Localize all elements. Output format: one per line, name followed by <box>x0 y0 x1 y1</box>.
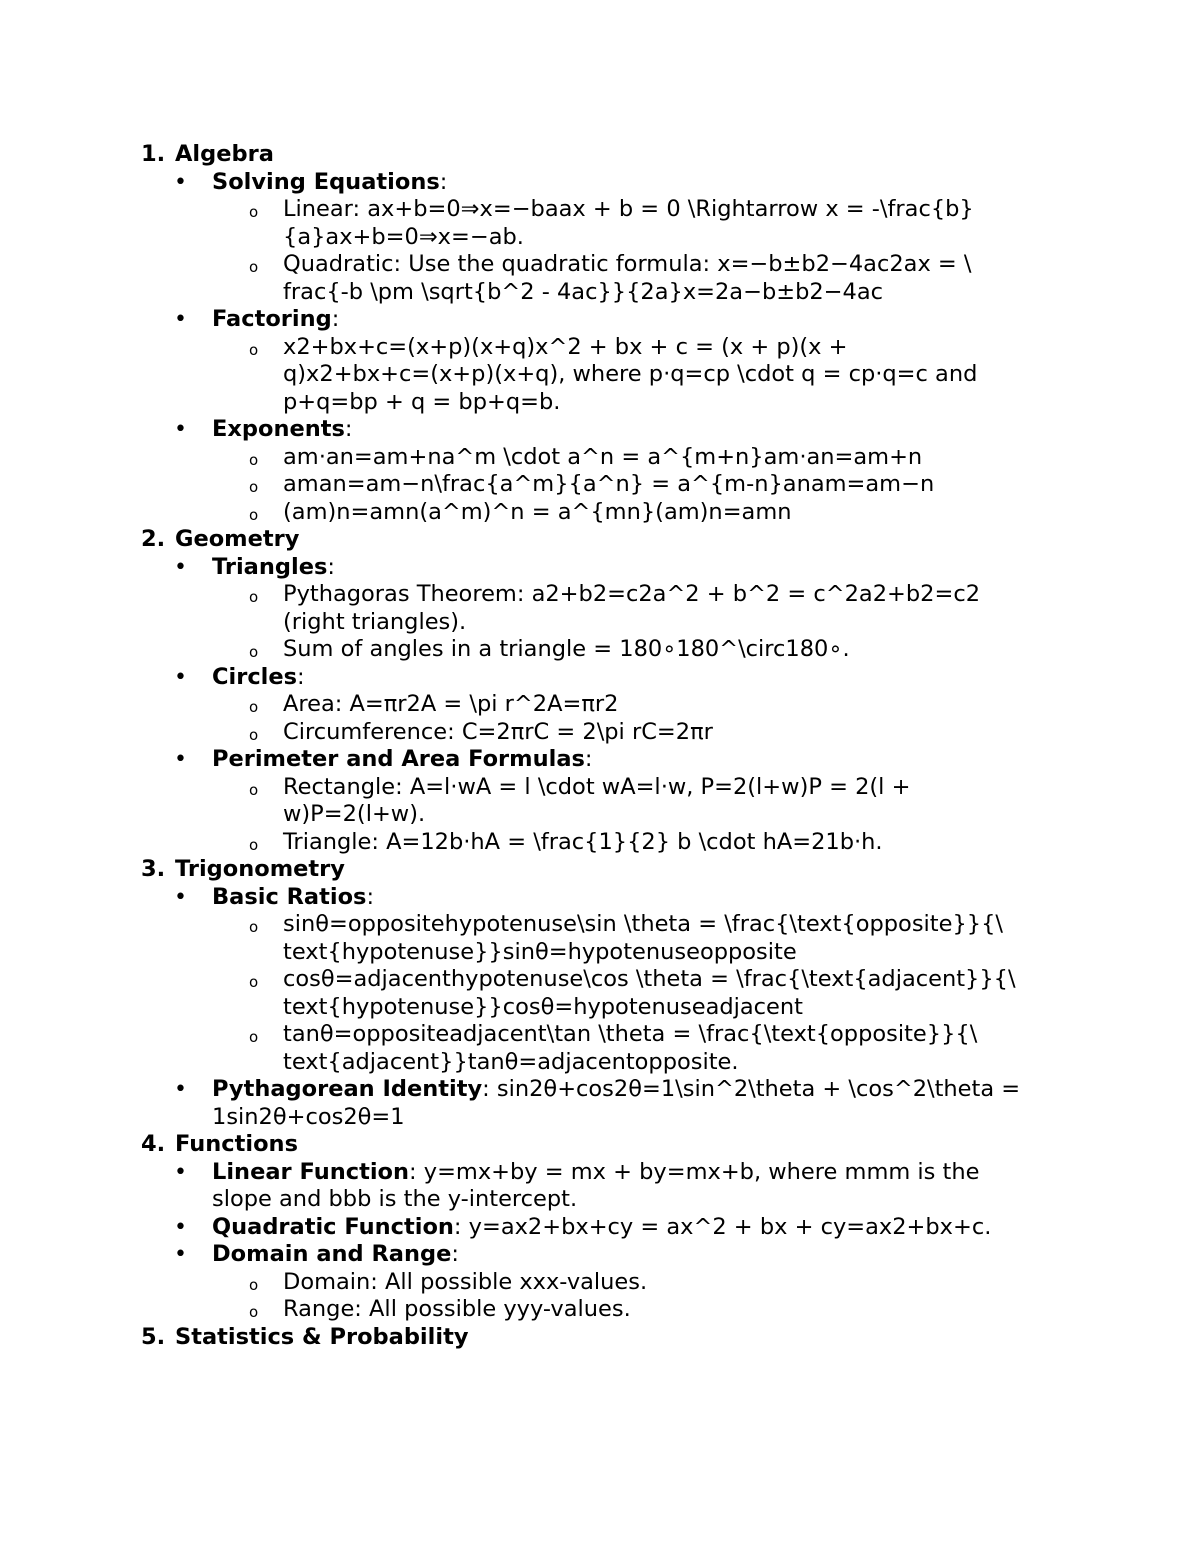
topic-suffix: : <box>584 746 593 772</box>
topic-text <box>212 1159 979 1187</box>
sub-item <box>0 691 1200 719</box>
sub-item <box>0 334 1200 362</box>
circle-bullet-icon: o <box>249 918 259 936</box>
bullet-icon: • <box>174 1159 187 1185</box>
circle-bullet-icon: o <box>249 725 259 744</box>
sub-item-text: sinθ=oppositehypotenuse\sin \theta = \frac{\text{opposite}}{\ <box>283 911 1003 937</box>
topic-text <box>212 1076 1020 1104</box>
topic-suffix: : <box>331 306 340 332</box>
sub-item-continuation-text: p+q=bp + q = bp+q=b. <box>283 388 561 415</box>
sub-item-text: Area: A=πr2A = \pi r^2A=πr2 <box>283 691 619 717</box>
topic-label: Domain and Range <box>212 1241 452 1267</box>
topic-text <box>212 1241 459 1269</box>
topic-label: Solving Equations <box>212 168 440 195</box>
circle-bullet-icon: o <box>249 835 259 854</box>
bullet-icon: • <box>174 1214 187 1240</box>
topic-label: Factoring <box>212 306 332 332</box>
topic-continuation-text: slope and bbb is the y-intercept. <box>212 1186 578 1212</box>
sub-item <box>0 1021 1200 1049</box>
sub-item <box>0 1269 1200 1297</box>
topic-suffix: : <box>327 553 335 580</box>
topic-label: Circles <box>212 663 298 690</box>
sub-item-text: cosθ=adjacenthypotenuse\cos \theta = \frac{\text{adjacent}}{\ <box>283 966 1016 992</box>
bullet-icon: • <box>174 664 187 690</box>
bullet-icon: • <box>174 169 187 195</box>
sub-item <box>0 774 1200 802</box>
topic-text <box>212 746 593 774</box>
section-number: 1. <box>141 141 166 167</box>
topic-item <box>0 1214 1200 1242</box>
section-number: 4. <box>141 1131 166 1157</box>
bullet-icon: • <box>174 1242 187 1267</box>
sub-item-text: aman=am−n\frac{a^m}{a^n} = a^{m-n}anam=am−n <box>283 471 935 497</box>
sub-item-continuation <box>0 939 1200 967</box>
section-heading <box>0 856 1200 884</box>
topic-label: Exponents <box>212 416 345 442</box>
sub-item-continuation <box>0 1049 1200 1077</box>
topic-text <box>212 306 339 334</box>
topic-suffix: : y=ax2+bx+cy = ax^2 + bx + cy=ax2+bx+c. <box>453 1213 992 1240</box>
sub-item-continuation-text: (right triangles). <box>283 608 467 635</box>
section-heading <box>0 526 1200 554</box>
sub-item-continuation-text: w)P=2(l+w). <box>283 801 426 827</box>
section-heading <box>0 141 1200 169</box>
topic-label: Basic Ratios <box>212 883 367 910</box>
topic-label: Linear Function <box>212 1158 410 1185</box>
topic-suffix: : <box>439 168 448 195</box>
sub-item-continuation-text: {a}ax+b=0⇒x=−ab. <box>283 223 524 250</box>
section-title: Statistics & Probability <box>175 1323 469 1350</box>
topic-suffix: : y=mx+by = mx + by=mx+b, where mmm is the <box>409 1158 980 1185</box>
section-number: 3. <box>141 856 166 882</box>
circle-bullet-icon: o <box>249 450 259 469</box>
sub-item-text: Pythagoras Theorem: a2+b2=c2a^2 + b^2 = c^2a2+b2=c2 <box>283 581 981 607</box>
topic-item <box>0 169 1200 197</box>
sub-item-text: x2+bx+c=(x+p)(x+q)x^2 + bx + c = (x + p)(x + <box>283 333 848 360</box>
sub-item <box>0 1296 1200 1324</box>
sub-item-continuation <box>0 609 1200 637</box>
sub-item <box>0 251 1200 279</box>
circle-bullet-icon: o <box>249 973 259 991</box>
sub-item <box>0 719 1200 747</box>
section-heading <box>0 1131 1200 1159</box>
section-title: Algebra <box>175 141 274 167</box>
sub-item-text: Circumference: C=2πrC = 2\pi rC=2πr <box>283 718 713 745</box>
circle-bullet-icon: o <box>249 340 259 359</box>
sub-item-continuation-text: frac{-b \pm \sqrt{b^2 - 4ac}}{2a}x=2a−b±b2−4ac <box>283 278 883 305</box>
topic-item <box>0 746 1200 774</box>
topic-text <box>212 416 352 444</box>
section-number: 5. <box>141 1323 166 1350</box>
document-body <box>0 141 1200 1351</box>
bullet-icon: • <box>174 1077 187 1102</box>
topic-label: Triangles <box>212 553 328 580</box>
topic-text <box>212 884 374 912</box>
bullet-icon: • <box>174 307 187 332</box>
topic-suffix: : <box>344 416 353 442</box>
section-title: Trigonometry <box>175 856 345 882</box>
sub-item-text: (am)n=amn(a^m)^n = a^{mn}(am)n=amn <box>283 498 792 525</box>
sub-item <box>0 911 1200 939</box>
circle-bullet-icon: o <box>249 698 259 716</box>
section-title: Geometry <box>175 526 300 552</box>
sub-item-continuation <box>0 994 1200 1022</box>
sub-item-text: Triangle: A=12b⋅hA = \frac{1}{2} b \cdot hA=21b⋅h. <box>283 828 883 855</box>
section-number: 2. <box>141 526 166 552</box>
circle-bullet-icon: o <box>249 258 259 276</box>
circle-bullet-icon: o <box>249 203 259 221</box>
circle-bullet-icon: o <box>249 643 259 661</box>
topic-label: Quadratic Function <box>212 1213 454 1240</box>
sub-item-text: am⋅an=am+na^m \cdot a^n = a^{m+n}am⋅an=am+n <box>283 443 923 470</box>
sub-item-text: Rectangle: A=l⋅wA = l \cdot wA=l⋅w, P=2(l+w)P = 2(l + <box>283 773 911 800</box>
topic-item <box>0 554 1200 582</box>
circle-bullet-icon: o <box>249 780 259 799</box>
topic-item <box>0 306 1200 334</box>
topic-suffix: : <box>451 1241 459 1267</box>
sub-item-continuation <box>0 224 1200 252</box>
topic-item <box>0 1076 1200 1104</box>
sub-item-text: Quadratic: Use the quadratic formula: x=−b±b2−4ac2ax = \ <box>283 251 972 277</box>
sub-item-continuation-text: text{adjacent}}tanθ=adjacentopposite. <box>283 1048 739 1075</box>
topic-continuation <box>0 1186 1200 1214</box>
topic-label: Perimeter and Area Formulas <box>212 746 585 772</box>
circle-bullet-icon: o <box>249 1303 259 1321</box>
sub-item-text: Sum of angles in a triangle = 180∘180^\circ180∘. <box>283 636 850 662</box>
sub-item <box>0 444 1200 472</box>
sub-item <box>0 636 1200 664</box>
circle-bullet-icon: o <box>249 505 259 524</box>
sub-item-text: tanθ=oppositeadjacent\tan \theta = \frac{\text{opposite}}{\ <box>283 1021 978 1047</box>
topic-item <box>0 1159 1200 1187</box>
bullet-icon: • <box>174 554 187 580</box>
sub-item-continuation <box>0 279 1200 307</box>
topic-suffix: : <box>366 883 375 910</box>
sub-item <box>0 829 1200 857</box>
section-title: Functions <box>175 1131 298 1157</box>
sub-item-text: Linear: ax+b=0⇒x=−baax + b = 0 \Rightarrow x = -\frac{b} <box>283 196 974 222</box>
bullet-icon: • <box>174 884 187 910</box>
circle-bullet-icon: o <box>249 1275 259 1294</box>
topic-text <box>212 169 447 197</box>
topic-item <box>0 884 1200 912</box>
sub-item <box>0 966 1200 994</box>
sub-item <box>0 471 1200 499</box>
topic-item <box>0 1241 1200 1269</box>
sub-item-continuation-text: q)x2+bx+c=(x+p)(x+q), where p⋅q=cp \cdot q = cp⋅q=c and <box>283 361 978 387</box>
topic-suffix: : sin2θ+cos2θ=1\sin^2\theta + \cos^2\theta = <box>482 1076 1021 1102</box>
sub-item-continuation <box>0 389 1200 417</box>
sub-item-continuation <box>0 361 1200 389</box>
topic-continuation <box>0 1104 1200 1132</box>
topic-item <box>0 416 1200 444</box>
section-heading <box>0 1324 1200 1352</box>
topic-text <box>212 1214 991 1242</box>
sub-item-continuation-text: text{hypotenuse}}cosθ=hypotenuseadjacent <box>283 993 803 1020</box>
sub-item-continuation <box>0 801 1200 829</box>
topic-continuation-text: 1sin2θ+cos2θ=1 <box>212 1103 405 1130</box>
sub-item <box>0 196 1200 224</box>
topic-suffix: : <box>297 663 305 690</box>
sub-item <box>0 499 1200 527</box>
bullet-icon: • <box>174 747 187 772</box>
sub-item-text: Range: All possible yyy-values. <box>283 1296 631 1322</box>
sub-item-text: Domain: All possible xxx-values. <box>283 1268 648 1295</box>
topic-text <box>212 664 305 692</box>
topic-text <box>212 554 335 582</box>
topic-item <box>0 664 1200 692</box>
topic-label: Pythagorean Identity <box>212 1076 483 1102</box>
circle-bullet-icon: o <box>249 1028 259 1046</box>
sub-item <box>0 581 1200 609</box>
bullet-icon: • <box>174 417 187 442</box>
sub-item-continuation-text: text{hypotenuse}}sinθ=hypotenuseopposite <box>283 938 797 965</box>
circle-bullet-icon: o <box>249 588 259 606</box>
circle-bullet-icon: o <box>249 478 259 496</box>
